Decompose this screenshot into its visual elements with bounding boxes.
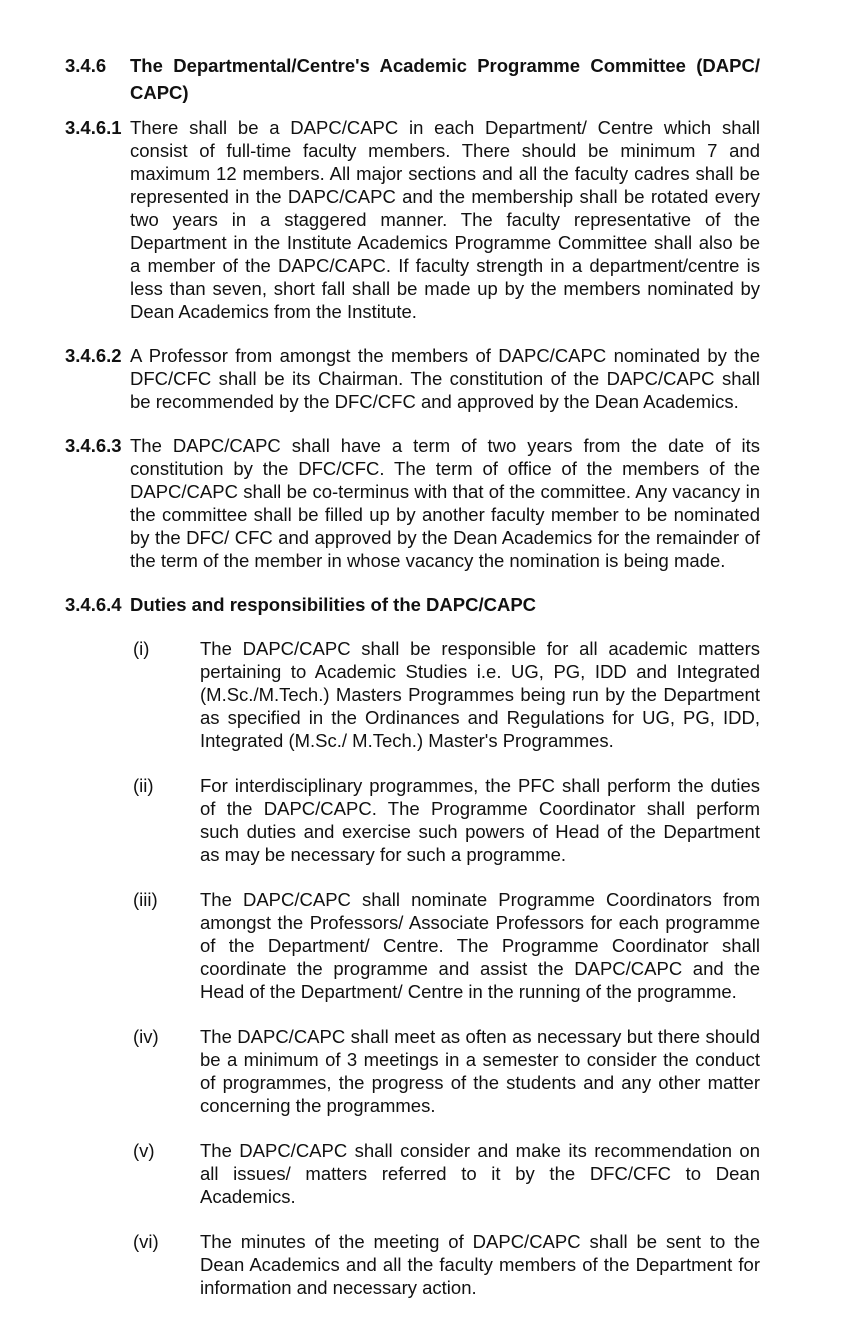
list-item-text: For interdisciplinary programmes, the PFC shall perform the duties of the DAPC/CAPC. The Programme Coordinator shall perform such duties and exercise such powers of Head of the Department as may be necessary for such a programme.	[200, 775, 760, 865]
section-3-4-6-2	[65, 344, 760, 413]
list-marker: (iv)	[133, 1026, 159, 1047]
section-3-4-6-1	[65, 116, 760, 323]
list-item	[133, 1025, 760, 1117]
section-3-4-6-4	[65, 593, 760, 616]
list-item	[133, 1139, 760, 1208]
list-marker: (v)	[133, 1140, 155, 1161]
section-number: 3.4.6.1	[65, 117, 122, 138]
list-item	[133, 888, 760, 1003]
list-item-text: The DAPC/CAPC shall nominate Programme Coordinators from amongst the Professors/ Associate Professors for each programme of the Department/ Centre. The Programme Coordinator shall coordinate the programme and assist the DAPC/CAPC and the Head of the Department/ Centre in the running of the programme.	[200, 889, 760, 1002]
paragraph-text: A Professor from amongst the members of DAPC/CAPC nominated by the DFC/CFC shall be its Chairman. The constitution of the DAPC/CAPC shall be recommended by the DFC/CFC and approved by the Dean Academics.	[130, 345, 760, 412]
list-item	[133, 774, 760, 866]
subheading-text: Duties and responsibilities of the DAPC/CAPC	[130, 594, 537, 615]
list-item	[133, 1230, 760, 1299]
paragraph-text: There shall be a DAPC/CAPC in each Department/ Centre which shall consist of full-time faculty members. There should be minimum 7 and maximum 12 members. All major sections and all the faculty cadres shall be represented in the DAPC/CAPC and the membership shall be rotated every two years in a staggered manner. The faculty representative of the Department in the Institute Academics Programme Committee shall also be a member of the DAPC/CAPC. If faculty strength in a department/centre is less than seven, short fall shall be made up by the members nominated by Dean Academics from the Institute.	[130, 117, 760, 322]
section-heading-text: The Departmental/Centre's Academic Programme Committee (DAPC/ CAPC)	[130, 55, 760, 103]
section-number: 3.4.6.2	[65, 345, 122, 366]
list-item-text: The DAPC/CAPC shall meet as often as necessary but there should be a minimum of 3 meetings in a semester to consider the conduct of programmes, the progress of the students and any other matter concerning the programmes.	[200, 1026, 760, 1116]
list-marker: (i)	[133, 638, 150, 659]
list-item	[133, 637, 760, 752]
section-number: 3.4.6.4	[65, 594, 122, 615]
list-item-text: The minutes of the meeting of DAPC/CAPC shall be sent to the Dean Academics and all the faculty members of the Department for information and necessary action.	[200, 1231, 760, 1298]
list-marker: (vi)	[133, 1231, 159, 1252]
duties-list	[133, 637, 760, 1299]
section-number: 3.4.6.3	[65, 435, 122, 456]
list-item-text: The DAPC/CAPC shall consider and make its recommendation on all issues/ matters referred to it by the DFC/CFC to Dean Academics.	[200, 1140, 760, 1207]
list-marker: (iii)	[133, 889, 158, 910]
list-marker: (ii)	[133, 775, 154, 796]
section-number: 3.4.6	[65, 55, 107, 76]
paragraph-text: The DAPC/CAPC shall have a term of two years from the date of its constitution by the DFC/CFC. The term of office of the members of the DAPC/CAPC shall be co-terminus with that of the committee. Any vacancy in the committee shall be filled up by another faculty member to be nominated by the DFC/ CFC and approved by the Dean Academics for the remainder of the term of the member in whose vacancy the nomination is being made.	[130, 435, 760, 571]
section-3-4-6-3	[65, 434, 760, 572]
section-3-4-6	[65, 52, 760, 106]
list-item-text: The DAPC/CAPC shall be responsible for all academic matters pertaining to Academic Studies i.e. UG, PG, IDD and Integrated (M.Sc./M.Tech.) Masters Programmes being run by the Department as specified in the Ordinances and Regulations for UG, PG, IDD, Integrated (M.Sc./ M.Tech.) Master's Programmes.	[200, 638, 760, 751]
